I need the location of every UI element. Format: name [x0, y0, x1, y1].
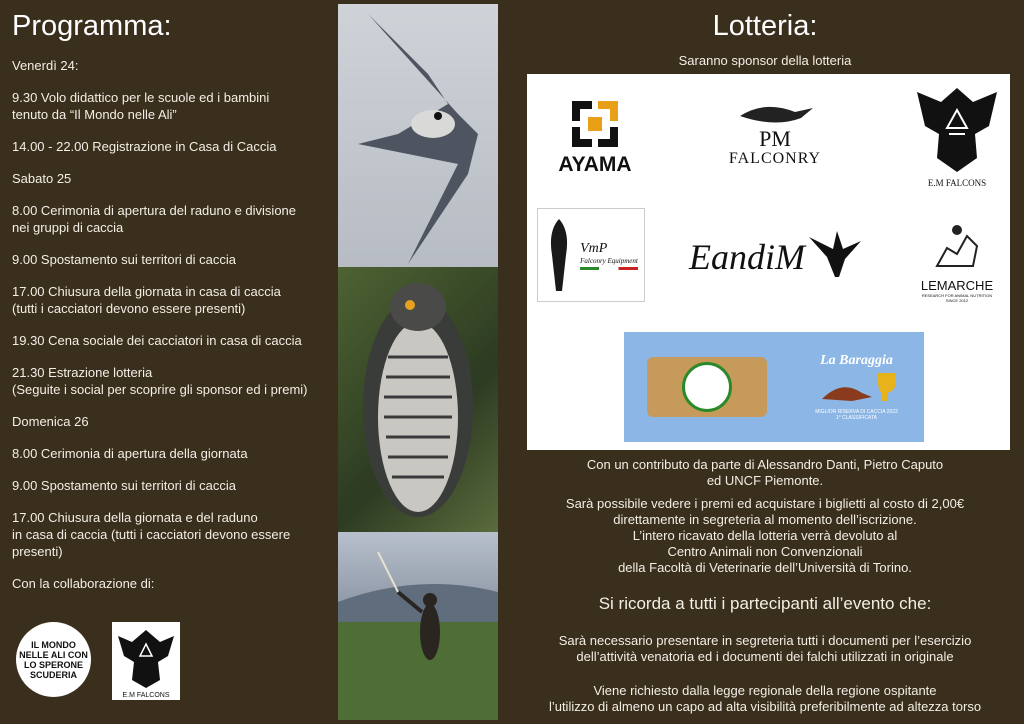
lottery-title: Lotteria:: [712, 10, 818, 42]
photo-strip: [338, 4, 498, 724]
la-baraggia-banner: La Baraggia MIGLIOR RISERVA DI CACCIA 2023 1° CLASSIFICATA: [624, 332, 924, 442]
program-item: Sabato 25: [12, 171, 72, 186]
program-item: 17.00 Chiusura della giornata in casa di caccia (tutti i cacciatori devono essere presenti): [12, 284, 281, 316]
program-column: [12, 10, 337, 607]
collaboration-label: Con la collaborazione di:: [12, 576, 155, 591]
em-falcons-logo-small: [112, 622, 180, 700]
falcon-flight-photo: [338, 4, 498, 267]
pm-falconry-logo: PM FALCONRY: [695, 90, 855, 180]
eandim-logo: EandiM: [677, 222, 877, 292]
program-item: 19.30 Cena sociale dei cacciatori in casa di caccia: [12, 333, 302, 348]
lottery-subtitle: Saranno sponsor della lotteria: [678, 53, 852, 68]
program-item: 8.00 Cerimonia di apertura del raduno e divisione nei gruppi di caccia: [12, 203, 297, 235]
reminder-heading: Si ricorda a tutti i partecipanti all’evento che:: [598, 594, 932, 613]
visibility-vest-text: Viene richiesto dalla legge regionale della regione ospitante l’utilizzo di almeno un capo ad alta visibilità preferibilmente ad altezza torso: [548, 683, 982, 714]
lottery-column: [506, 10, 1024, 80]
em-falcons-logo: E.M FALCONS: [912, 80, 1002, 192]
program-title: Programma:: [12, 10, 172, 42]
program-item: 9.30 Volo didattico per le scuole ed i bambini tenuto da “Il Mondo nelle Ali”: [12, 90, 270, 122]
baraggia-collage: [647, 357, 767, 417]
hawk-perched-photo: [338, 267, 498, 532]
svg-text:E.M FALCONS: E.M FALCONS: [122, 692, 170, 699]
program-item: 21.30 Estrazione lotteria (Seguite i social per scoprire gli sponsor ed i premi): [12, 365, 308, 397]
program-item: Domenica 26: [12, 414, 89, 429]
program-item: 9.00 Spostamento sui territori di caccia: [12, 478, 236, 493]
program-item: Venerdì 24:: [12, 58, 79, 73]
program-item: 14.00 - 22.00 Registrazione in Casa di Caccia: [12, 139, 277, 154]
vmp-falconry-logo: VmP Falconry Equipment: [537, 208, 645, 302]
program-item: 9.00 Spostamento sui territori di caccia: [12, 252, 236, 267]
mondo-nelle-ali-logo: IL MONDO NELLE ALI CON LO SPERONE SCUDERIA: [16, 622, 91, 697]
ayama-logo: AYAMA: [545, 88, 645, 188]
documents-text: Sarà necessario presentare in segreteria tutti i documenti per l’esercizio dell’attività venatoria ed i documenti dei falchi utilizzati in originale: [558, 633, 972, 664]
program-item: 8.00 Cerimonia di apertura della giornata: [12, 446, 248, 461]
lemarche-logo: LEMARCHE RESEARCH FOR ANIMAL NUTRITION SINCE 2012: [915, 204, 999, 316]
falconer-field-photo: [338, 532, 498, 720]
ticket-info-text: Sarà possibile vedere i premi ed acquistare i biglietti al costo di 2,00€ direttamente in segreteria al momento dell’iscrizione. L’intero ricavato della lotteria verrà devoluto al Centro Animali non Convenzionali della Facoltà di Veterinarie dell’Università di Torino.: [565, 496, 965, 575]
program-item: 17.00 Chiusura della giornata e del raduno in casa di caccia (tutti i cacciatori devono essere presenti): [12, 510, 291, 559]
contribution-text: Con un contributo da parte di Alessandro Danti, Pietro Caputo ed UNCF Piemonte.: [586, 457, 944, 488]
sponsor-panel: [527, 74, 1010, 450]
